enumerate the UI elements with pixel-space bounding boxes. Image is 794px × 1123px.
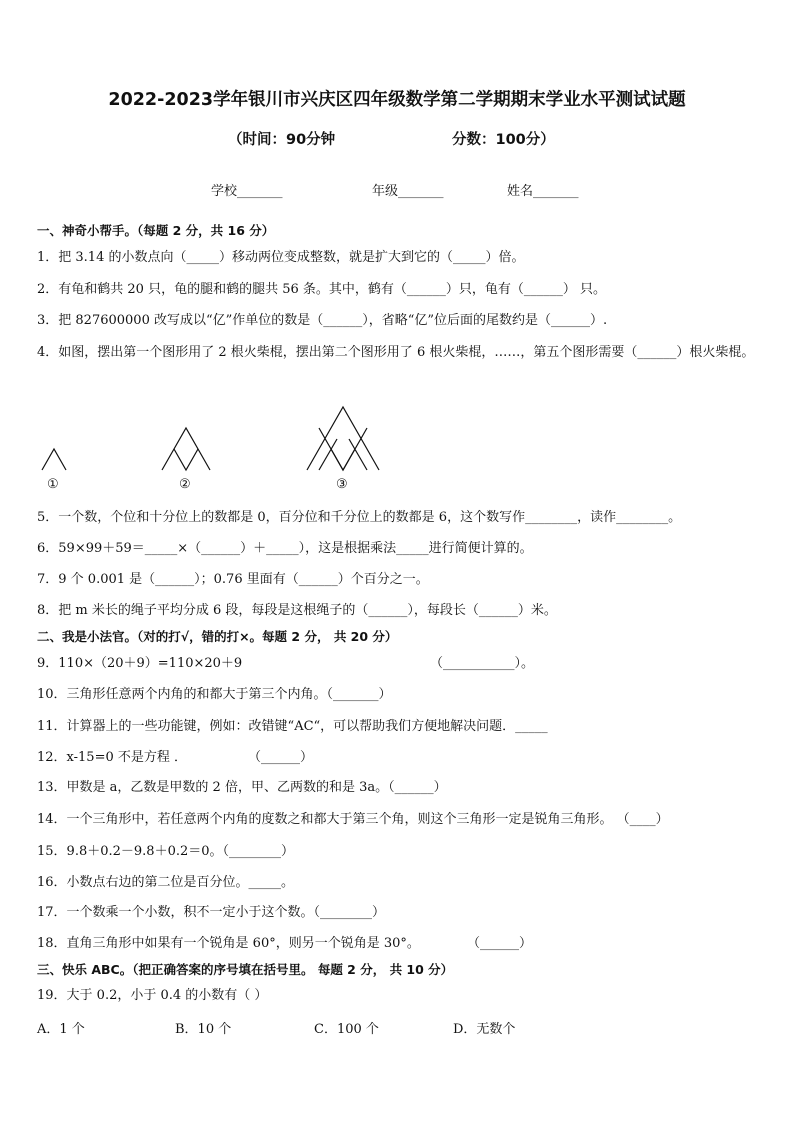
question-12: 12．x-15=0 不是方程 ． bbox=[37, 750, 188, 765]
question-9: 9．110×（20＋9）=110×20＋9 bbox=[37, 656, 243, 671]
section-2-heading: 二、我是小法官。（对的打√，错的打×。每题 2 分， 共 20 分） bbox=[37, 629, 398, 644]
question-19: 19．大于 0.2，小于 0.4 的小数有（ ） bbox=[37, 988, 268, 1003]
matchstick-diagram bbox=[37, 403, 417, 503]
question-17: 17．一个数乘一个小数，积不一定小于这个数。（________） bbox=[37, 905, 386, 920]
question-3: 3．把 827600000 改写成以“亿”作单位的数是（______），省略“亿”位后面的尾数约是（______）. bbox=[37, 313, 608, 328]
figure-3-mid bbox=[319, 428, 367, 470]
question-12-answer[interactable]: （______） bbox=[248, 750, 314, 765]
question-13: 13．甲数是 a，乙数是甲数的 2 倍，甲、乙两数的和是 3a。（______） bbox=[37, 780, 447, 795]
question-5: 5．一个数，个位和十分位上的数都是 0，百分位和千分位上的数都是 6，这个数写作________，读作________。 bbox=[37, 510, 682, 525]
question-14: 14．一个三角形中，若任意两个内角的度数之和都大于第三个角，则这个三角形一定是锐角三角形。 （____） bbox=[37, 812, 669, 827]
page-title: 2022-2023学年银川市兴庆区四年级数学第二学期期末学业水平测试试题 bbox=[108, 90, 686, 110]
question-7: 7．9 个 0.001 是（______）；0.76 里面有（______）个百分之一。 bbox=[37, 572, 429, 587]
question-8: 8．把 m 米长的绳子平均分成 6 段，每段是这根绳子的（______），每段长（______）米。 bbox=[37, 603, 557, 618]
option-c[interactable]: C．100 个 bbox=[314, 1022, 379, 1037]
figure-3-center bbox=[331, 449, 355, 470]
question-4: 4．如图，摆出第一个图形用了 2 根火柴棍，摆出第二个图形用了 6 根火柴棍，……，第五个图形需要（______）根火柴棍。 bbox=[37, 345, 755, 360]
score-info: 分数：100分） bbox=[452, 132, 555, 148]
section-3-heading: 三、快乐 ABC。（把正确答案的序号填在括号里。 每题 2 分， 共 10 分） bbox=[37, 962, 454, 977]
question-6: 6．59×99＋59＝_____×（______）＋_____），这是根据乘法_____进行简便计算的。 bbox=[37, 541, 533, 556]
option-a[interactable]: A．1 个 bbox=[37, 1022, 85, 1037]
question-10: 10．三角形任意两个内角的和都大于第三个内角。（_______） bbox=[37, 687, 392, 702]
time-info: （时间：90分钟 bbox=[228, 132, 336, 148]
question-9-answer[interactable]: （___________）。 bbox=[430, 656, 535, 671]
question-18-answer[interactable]: （______） bbox=[467, 936, 533, 951]
question-18: 18．直角三角形中如果有一个锐角是 60°，则另一个锐角是 30°。 bbox=[37, 936, 420, 951]
question-2: 2．有龟和鹤共 20 只，龟的腿和鹤的腿共 56 条。其中，鹤有（______）只，龟有（______） 只。 bbox=[37, 282, 607, 297]
school-field[interactable]: 学校_______ bbox=[211, 184, 283, 199]
question-16: 16．小数点右边的第二位是百分位。_____。 bbox=[37, 875, 295, 890]
figure-2-outer bbox=[162, 428, 210, 470]
figure-3-outer bbox=[307, 407, 379, 470]
figure-3-label: ③ bbox=[336, 477, 348, 492]
option-d[interactable]: D．无数个 bbox=[453, 1022, 516, 1037]
figure-1-shape bbox=[42, 449, 66, 470]
figure-2-inner bbox=[174, 449, 198, 470]
grade-field[interactable]: 年级_______ bbox=[372, 184, 444, 199]
figure-2-label: ② bbox=[179, 477, 191, 492]
section-1-heading: 一、神奇小帮手。（每题 2 分，共 16 分） bbox=[37, 223, 275, 238]
matchstick-figures bbox=[37, 403, 417, 503]
figure-1-label: ① bbox=[47, 477, 59, 492]
question-11: 11．计算器上的一些功能键，例如：改错键“AC“，可以帮助我们方便地解决问题．_____ bbox=[37, 719, 548, 734]
question-1: 1．把 3.14 的小数点向（_____）移动两位变成整数，就是扩大到它的（_____）倍。 bbox=[37, 250, 525, 265]
question-15: 15．9.8＋0.2－9.8＋0.2＝0。（________） bbox=[37, 844, 295, 859]
name-field[interactable]: 姓名_______ bbox=[507, 184, 579, 199]
option-b[interactable]: B．10 个 bbox=[175, 1022, 232, 1037]
